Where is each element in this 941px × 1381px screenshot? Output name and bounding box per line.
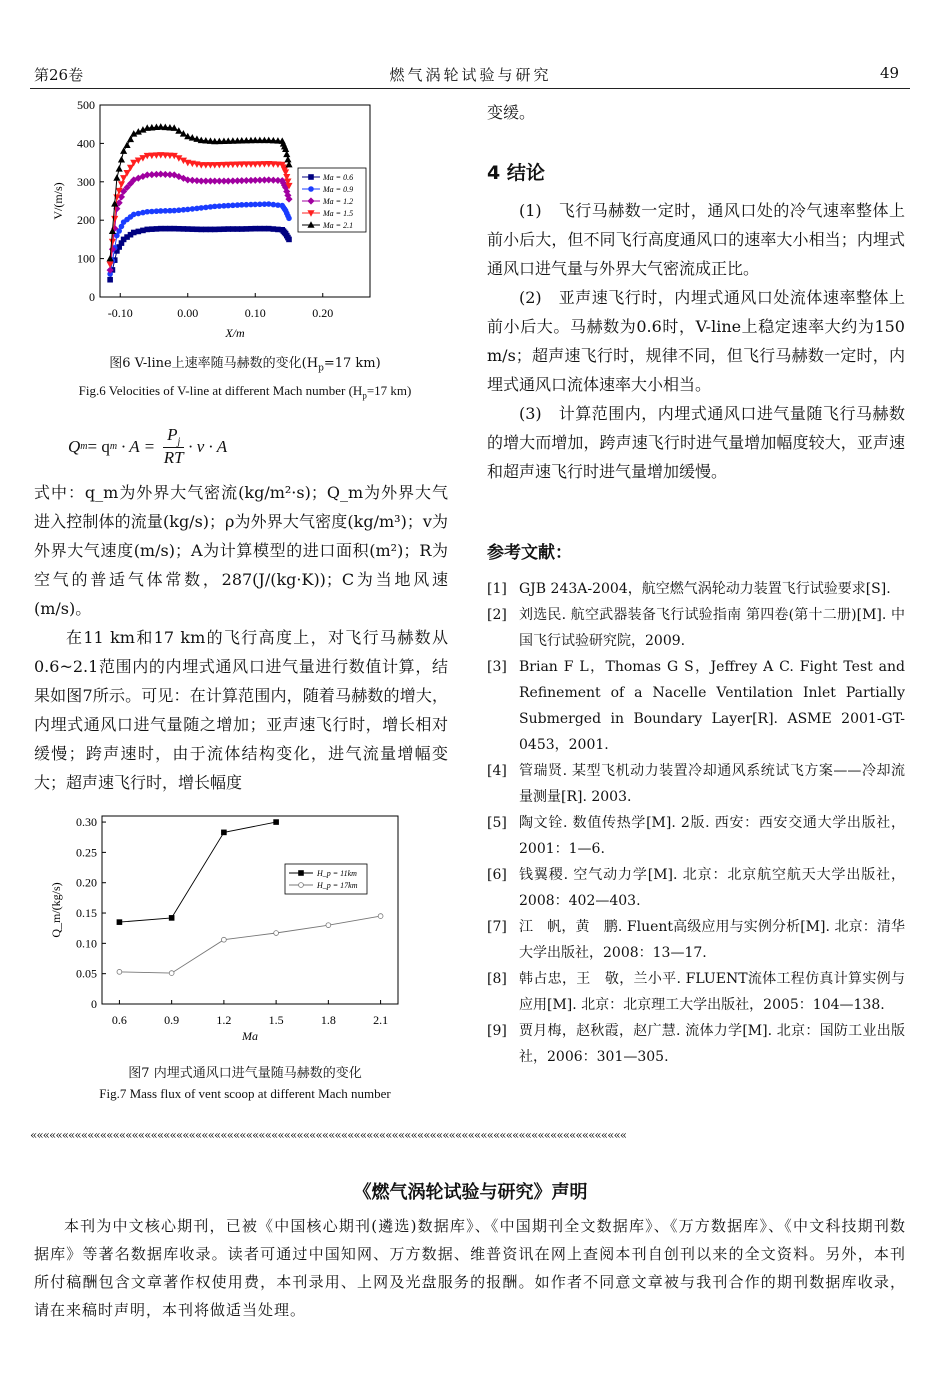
- fig7-xtick-label: 0.9: [164, 1013, 180, 1027]
- fig7-xtick-label: 1.2: [216, 1013, 232, 1027]
- fig6-data-point: [128, 165, 134, 170]
- fig6-data-point: [124, 142, 130, 147]
- conclusion-3: (3) 计算范围内，内埋式通风口进气量随飞行马赫数的增大而增加，跨声速飞行时进气量增加幅度较大，亚声速和超声速飞行时进气量增加缓慢。: [487, 404, 905, 481]
- reference-number: [9]: [487, 1023, 507, 1039]
- fig6-data-point: [136, 211, 141, 216]
- fig6-data-point: [239, 227, 244, 232]
- fig6-data-point: [131, 160, 137, 165]
- fig6-data-point: [149, 209, 154, 214]
- fig6-data-point: [163, 226, 168, 231]
- journal-title: 燃气涡轮试验与研究: [389, 66, 552, 84]
- fig7-xtick-label: 2.1: [373, 1013, 389, 1027]
- reference-number: [5]: [487, 815, 507, 831]
- fig6-data-point: [172, 226, 177, 231]
- conclusion-1: (1) 飞行马赫数一定时，通风口处的冷气速率整体上前小后大，但不同飞行高度通风口的速率大小相当；内埋式通风口进气量与外界大气密流成正比。: [487, 201, 905, 278]
- fig7-ytick-label: 0.05: [76, 966, 97, 981]
- fig6-plot: [51, 98, 370, 340]
- reference-text: 韩占忠，王 敬，兰小平. FLUENT流体工程仿真计算实例与应用[M]. 北京：北京理工大学出版社，2005：104—138.: [519, 971, 905, 1013]
- fig7-caption-cn: 图7 内埋式通风口进气量随马赫数的变化: [128, 1066, 362, 1081]
- fig6-data-point: [121, 176, 127, 181]
- fig6-data-point: [230, 227, 235, 232]
- reference-number: [7]: [487, 919, 507, 935]
- fig6-data-point: [253, 202, 258, 207]
- reference-item: [487, 966, 905, 1018]
- fig6-data-point: [145, 209, 150, 214]
- fig7-data-point: [221, 830, 226, 835]
- fig7-data-point: [326, 923, 331, 928]
- fig6-data-point: [271, 227, 276, 232]
- fig6-data-point: [230, 203, 235, 208]
- reference-text: GJB 243A-2004，航空燃气涡轮动力装置飞行试验要求[S].: [519, 581, 891, 597]
- reference-number: [3]: [487, 659, 507, 675]
- reference-number: [8]: [487, 971, 507, 987]
- fig6-data-point: [257, 202, 262, 207]
- fig6-data-point: [203, 227, 208, 232]
- notice-title: 《燃气涡轮试验与研究》声明: [353, 1182, 588, 1203]
- reference-item: [487, 914, 905, 966]
- decorative-divider: ««««««««««««««««««««««««««««««««««««««««««««««««««««««««««««««««««««««««««««««««««««««««««««««: [30, 1128, 627, 1142]
- reference-item: [487, 758, 905, 810]
- fig6-data-point: [253, 226, 258, 231]
- fig7-legend-marker: [299, 871, 304, 876]
- fig6-data-point: [149, 227, 154, 232]
- fig6-data-point: [176, 226, 181, 231]
- fig6-series-line: [110, 127, 289, 259]
- fig7-data-point: [378, 914, 383, 919]
- fig7-xtick-label: 1.5: [268, 1013, 284, 1027]
- section-4-title: 4 结论: [487, 162, 545, 184]
- fig6-data-point: [266, 202, 271, 207]
- fig6-legend-label: Ma = 1.5: [323, 209, 354, 218]
- fig6-xtick-label: 0.00: [177, 306, 199, 320]
- fig6-data-point: [172, 208, 177, 213]
- fig6-legend-label: Ma = 0.9: [323, 185, 354, 194]
- fig6-ytick-label: 300: [77, 174, 95, 189]
- fig7-ytick-label: 0.10: [76, 936, 97, 951]
- fig6-data-point: [203, 205, 208, 210]
- fig6-series-line: [110, 174, 289, 270]
- fig7-data-point: [221, 937, 226, 942]
- fig6-data-point: [131, 212, 136, 217]
- fig6-data-point: [114, 175, 120, 180]
- fig6-data-point: [226, 227, 231, 232]
- variable-definitions: 式中：q_m为外界大气密流(kg/m²·s)；Q_m为外界大气进入控制体的流量(kg/s)；ρ为外界大气密度(kg/m³)；v为外界大气速度(m/s)；A为计算模型的进口面积(m²)；R为空气的普适气体常数，287(J/(kg·K))；C为当地风速(m/s)。: [34, 483, 448, 618]
- fig6-data-point: [163, 208, 168, 213]
- fig6-legend-marker: [309, 187, 314, 192]
- fig7-legend-marker: [299, 883, 304, 888]
- fig7-data-point: [274, 820, 279, 825]
- fig6-data-point: [128, 136, 134, 141]
- fig7-xtick-label: 0.6: [111, 1013, 127, 1027]
- fig6-chart: [40, 95, 450, 350]
- reference-item: [487, 862, 905, 914]
- fig7-data-point: [117, 920, 122, 925]
- fig6-ylabel: V/(m/s): [51, 182, 65, 220]
- fig6-data-point: [110, 239, 116, 244]
- fig6-legend-marker: [309, 175, 314, 180]
- fig7-frame: [102, 816, 398, 1004]
- fig6-data-point: [244, 227, 249, 232]
- fig7-data-point: [169, 915, 174, 920]
- reference-text: 贾月梅，赵秋霞，赵广慧. 流体力学[M]. 北京：国防工业出版社，2006：301—305.: [519, 1023, 905, 1065]
- fig6-legend-label: Ma = 0.6: [323, 173, 354, 182]
- reference-number: [4]: [487, 763, 507, 779]
- fig6-data-point: [257, 226, 262, 231]
- fig7-ytick-label: 0.25: [76, 845, 97, 860]
- fig6-legend-label: Ma = 2.1: [323, 221, 354, 230]
- fig7-ytick-label: 0.20: [76, 875, 97, 890]
- fig7-legend-label: H_p = 11km: [317, 869, 357, 878]
- fig7-ylabel: Q_m/(kg/s): [49, 882, 63, 938]
- fig6-data-point: [244, 202, 249, 207]
- continuation-text: 变缓。: [487, 103, 536, 122]
- fig6-data-point: [158, 226, 163, 231]
- reference-number: [6]: [487, 867, 507, 883]
- reference-text: 管瑞贤. 某型飞机动力装置冷却通风系统试飞方案——冷却流量测量[R]. 2003.: [519, 763, 905, 805]
- fig7-ytick-label: 0.30: [76, 815, 97, 830]
- fig6-caption-cn: 图6 V-line上速率随马赫数的变化($H_p=17$ km): [109, 356, 381, 374]
- fig6-data-point: [116, 166, 122, 171]
- fig6-data-point: [176, 208, 181, 213]
- fig7-legend-label: H_p = 17km: [317, 881, 358, 890]
- reference-item: [487, 654, 905, 758]
- fig6-xtick-label: 0.20: [312, 306, 334, 320]
- fig7-caption-en: Fig.7 Mass flux of vent scoop at different Mach number: [99, 1086, 391, 1101]
- fig7-plot: [49, 815, 398, 1043]
- fig6-data-point: [136, 229, 141, 234]
- fig6-data-point: [199, 227, 204, 232]
- reference-item: [487, 576, 905, 602]
- conclusions: [487, 196, 905, 486]
- fig7-data-point: [274, 931, 279, 936]
- fig7-xtick-label: 1.8: [320, 1013, 336, 1027]
- fig6-data-point: [212, 204, 217, 209]
- fig6-data-point: [131, 230, 136, 235]
- fig6-ytick-label: 500: [77, 98, 95, 112]
- fig7-ytick-label: 0.15: [76, 906, 97, 921]
- fig6-data-point: [190, 207, 195, 212]
- fig7-series-line: [119, 916, 380, 973]
- reference-number: [2]: [487, 607, 507, 623]
- page-number: 49: [880, 64, 900, 82]
- fig6-data-point: [287, 237, 292, 242]
- fig6-ytick-label: 100: [77, 251, 95, 266]
- fig6-data-point: [271, 202, 276, 207]
- formula: Q m = q m · A = $\frac{P_j}{RT}$ · v · A: [68, 425, 228, 468]
- fig7-xlabel: Ma: [242, 1029, 258, 1043]
- conclusion-2: (2) 亚声速飞行时，内埋式通风口处流体速率整体上前小后大。马赫数为0.6时，V-line上稳定速率大约为150 m/s；超声速飞行时，规律不同，但飞行马赫数一定时，内埋式通风口流体速率大小相当。: [487, 288, 905, 394]
- results-paragraph: 在11 km和17 km的飞行高度上，对飞行马赫数从0.6~2.1范围内的内埋式通风口进气量进行数值计算，结果如图7所示。可见：在计算范围内，随着马赫数的增大，内埋式通风口进气量随之增加；亚声速飞行时，增长相对缓慢；跨声速时，由于流体结构变化，进气流量增幅变大；超声速飞行时，增长幅度: [34, 628, 448, 792]
- fig6-data-point: [199, 206, 204, 211]
- fig6-ytick-label: 400: [77, 136, 95, 151]
- fig7-data-point: [169, 971, 174, 976]
- fig6-legend-label: Ma = 1.2: [323, 197, 354, 206]
- fig6-data-point: [108, 277, 113, 282]
- fig6-data-point: [119, 157, 125, 162]
- volume-label: 第26卷: [34, 66, 84, 84]
- reference-item: [487, 810, 905, 862]
- fig6-xlabel: X/m: [225, 326, 245, 340]
- fig6-data-point: [117, 229, 122, 234]
- fig6-data-point: [119, 182, 125, 187]
- fig6-data-point: [158, 209, 163, 214]
- fig6-data-point: [285, 157, 291, 162]
- reference-text: 陶文铨. 数值传热学[M]. 2版. 西安：西安交通大学出版社，2001：1—6.: [519, 815, 905, 857]
- fig6-data-point: [112, 216, 118, 221]
- fig6-data-point: [121, 148, 127, 153]
- fig6-ytick-label: 200: [77, 213, 95, 228]
- reference-item: [487, 1018, 905, 1070]
- fig6-data-point: [284, 151, 290, 156]
- reference-item: [487, 602, 905, 654]
- reference-text: 刘选民. 航空武器装备飞行试验指南 第四卷(第十二册)[M]. 中国飞行试验研究院，2009.: [519, 607, 905, 649]
- notice-text: 本刊为中文核心期刊，已被《中国核心期刊(遴选)数据库》、《中国期刊全文数据库》、《万方数据库》、《中文科技期刊数据库》等著名数据库收录。读者可通过中国知网、万方数据、维普资讯在网上查阅本刊自创刊以来的全文资料。另外，本刊所付稿酬包含文章著作权使用费，本刊录用、上网及光盘服务的报酬。如作者不同意文章被与我刊合作的期刊数据库收录，请在来稿时声明，本刊将做适当处理。: [34, 1217, 906, 1319]
- notice-body: [34, 1212, 906, 1324]
- fig6-data-point: [217, 227, 222, 232]
- left-body: [34, 478, 448, 797]
- fig6-data-point: [145, 227, 150, 232]
- fig7-chart: [40, 808, 440, 1053]
- fig6-data-point: [185, 207, 190, 212]
- references-title: 参考文献：: [487, 543, 572, 563]
- fig6-data-point: [287, 216, 292, 221]
- fig6-data-point: [226, 203, 231, 208]
- fig6-xtick-label: -0.10: [107, 306, 133, 320]
- fig6-ytick-label: 0: [89, 290, 95, 304]
- fig6-xtick-label: 0.10: [244, 306, 266, 320]
- fig6-data-point: [217, 204, 222, 209]
- fig6-data-point: [239, 202, 244, 207]
- fig6-caption-en: Fig.6 Velocities of V-line at different Mach number ($H_p=17$ km): [78, 383, 412, 401]
- fig6-data-point: [185, 227, 190, 232]
- reference-text: Brian F L，Thomas G S，Jeffrey A C. Fight Test and Refinement of a Nacelle Ventilation Inlet Partially Submerged in Boundary Layer[R]. ASME 2001-GT-0453，2001.: [519, 659, 905, 753]
- header-rule: [30, 88, 910, 89]
- fig6-data-point: [190, 227, 195, 232]
- fig6-data-point: [266, 226, 271, 231]
- fig6-data-point: [286, 162, 292, 167]
- fig6-data-point: [212, 227, 217, 232]
- fig7-data-point: [117, 969, 122, 974]
- fig7-series-line: [119, 822, 276, 922]
- reference-text: 钱翼稷. 空气动力学[M]. 北京：北京航空航天大学出版社，2008：402—403.: [519, 867, 905, 909]
- reference-text: 江 帆，黄 鹏. Fluent高级应用与实例分析[M]. 北京：清华大学出版社，2008：13—17.: [519, 919, 905, 961]
- fig7-ytick-label: 0: [91, 997, 97, 1011]
- reference-number: [1]: [487, 581, 507, 597]
- reference-list: [487, 576, 905, 1070]
- fig6-series-line: [110, 229, 289, 280]
- fig6-data-point: [124, 170, 130, 175]
